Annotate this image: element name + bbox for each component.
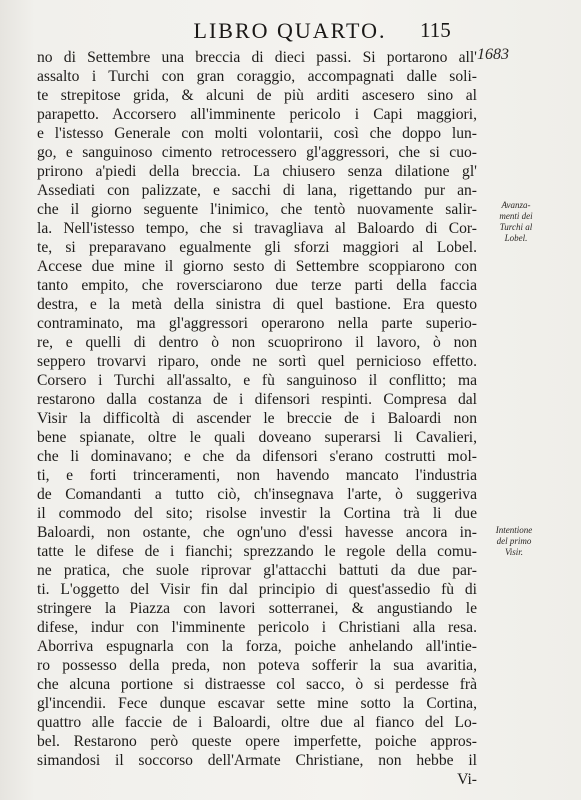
body-text bbox=[37, 48, 477, 789]
text-line: Assediati con palizzate, e sacchi di lana, rigettando pur an- bbox=[37, 182, 477, 199]
text-line: tanto empito, che roversciarono due terze parti della faccia bbox=[37, 277, 477, 294]
text-line: Baloardi, non ostante, che ogn'uno d'essi havesse ancora in- bbox=[37, 524, 477, 541]
text-line: te strepitose grida, & alcuni de più arditi ascesero sino al bbox=[37, 87, 477, 104]
text-line: Visir la difficoltà di ascender le breccie de i Baloardi non bbox=[37, 410, 477, 427]
text-line: quattro alle faccie de i Baloardi, oltre due al fianco del Lo- bbox=[37, 714, 477, 731]
text-line: destra, e la metà della sinistra di quel bastione. Era questo bbox=[37, 296, 477, 313]
text-line: go, e sanguinoso cimento retrocessero gl'aggressori, che si cuo- bbox=[37, 144, 477, 161]
text-line: Vi- bbox=[457, 771, 477, 788]
margin-note-avanzamenti bbox=[488, 200, 544, 244]
text-line: che il giorno seguente l'inimico, che tentò nuovamente salir- bbox=[37, 201, 477, 218]
text-line: no di Settembre una breccia di dieci passi. Si portarono all' bbox=[37, 49, 477, 66]
text-line: assalto i Turchi con gran coraggio, accompagnati dalle soli- bbox=[37, 68, 477, 85]
text-line: simandosi il soccorso dell'Armate Christiane, non hebbe il bbox=[37, 752, 477, 769]
text-line: seppero trovarvi riparo, onde ne sortì quel pernicioso effetto. bbox=[37, 353, 477, 370]
margin-note-line: Turchi al bbox=[499, 222, 533, 232]
margin-note-line: del primo bbox=[496, 536, 532, 546]
text-line: ti, e forti trinceramenti, non havendo mancato l'industria bbox=[37, 467, 477, 484]
text-line: re, e quelli di dentro ò non scuoprirono il lavoro, ò non bbox=[37, 334, 477, 351]
text-line: il commodo del sito; risolse investir la Cortina trà li due bbox=[37, 505, 477, 522]
text-line: Accese due mine il giorno sesto di Settembre scoppiarono con bbox=[37, 258, 477, 275]
text-line: contraminato, ma gl'aggressori operarono nella parte superio- bbox=[37, 315, 477, 332]
running-head bbox=[110, 18, 470, 44]
margin-note-line: Visir. bbox=[504, 547, 524, 557]
text-line: gl'incendii. Fece dunque escavar sette mine sotto la Cortina, bbox=[37, 695, 477, 712]
margin-note-line: menti dei bbox=[499, 211, 533, 221]
text-line: tatte le difese de i fianchi; sprezzando le regole della comu- bbox=[37, 543, 477, 560]
text-line: che alcuna portione si distraesse col sacco, ò si perdesse frà bbox=[37, 676, 477, 693]
margin-note-line: Avanza- bbox=[501, 200, 531, 210]
text-line: bene spianate, oltre le quali doveano superarsi li Cavalieri, bbox=[37, 429, 477, 446]
text-line: stringere la Piazza con lavori sotterranei, & angustiando le bbox=[37, 600, 477, 617]
text-line: che li dominavano; e che da difensori s'erano costrutti mol- bbox=[37, 448, 477, 465]
text-line: bel. Restarono però queste opere imperfette, poiche appros- bbox=[37, 733, 477, 750]
text-line: prirono a'piedi della breccia. La chiusero senza dilatione gl' bbox=[37, 163, 477, 180]
chapter-title: LIBRO QUARTO. bbox=[193, 18, 387, 43]
text-line: ti. L'oggetto del Visir fin dal principio di quest'assedio fù di bbox=[37, 581, 477, 598]
text-line: te, si preparavano egualmente gli sforzi maggiori al Lobel. bbox=[37, 239, 477, 256]
page-number: 115 bbox=[420, 18, 451, 42]
text-line: de Comandanti a tutto ciò, ch'insegnava l'arte, ò suggeriva bbox=[37, 486, 477, 503]
text-line: difese, indur con l'imminente pericolo i Christiani alla resa. bbox=[37, 619, 477, 636]
margin-note-line: Lobel. bbox=[504, 233, 528, 243]
margin-year: 1683 bbox=[477, 46, 509, 63]
text-line: Aborriva espugnarla con la forza, poiche anhelando all'intie- bbox=[37, 638, 477, 655]
text-line: parapetto. Accorsero all'imminente pericolo i Capi maggiori, bbox=[37, 106, 477, 123]
margin-note-line: Intentione bbox=[495, 525, 533, 535]
text-line: ro possesso della preda, non poteva sofferir la sua avaritia, bbox=[37, 657, 477, 674]
text-line: Corsero i Turchi all'assalto, e fù sanguinoso il conflitto; ma bbox=[37, 372, 477, 389]
text-line: e l'istesso Generale con molti volontarii, così che doppo lun- bbox=[37, 125, 477, 142]
text-line: restarono dalla costanza de i difensori respinti. Compresa dal bbox=[37, 391, 477, 408]
margin-note-intentione bbox=[486, 525, 542, 558]
text-line: ne pratica, che suole riprovar gl'attacchi battuti da due par- bbox=[37, 562, 477, 579]
text-line: la. Nell'istesso tempo, che si travagliava al Baloardo di Cor- bbox=[37, 220, 477, 237]
